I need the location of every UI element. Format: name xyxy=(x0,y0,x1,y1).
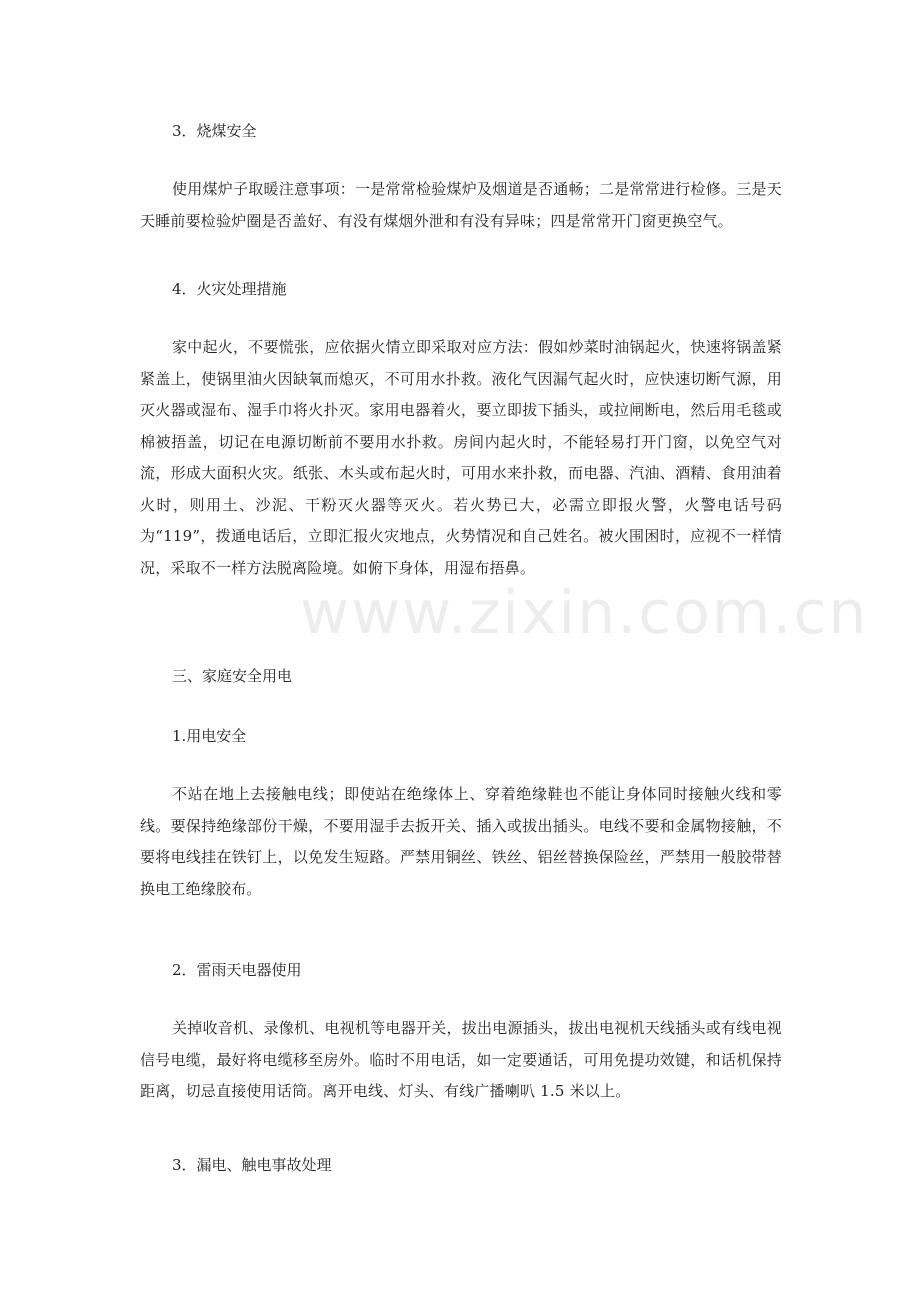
heading-leakage-handling: 3．漏电、触电事故处理 xyxy=(172,1156,332,1174)
paragraph-coal-safety: 使用煤炉子取暖注意事项：一是常常检验煤炉及烟道是否通畅；二是常常进行检修。三是天天睡前要检验炉圈是否盖好、有没有煤烟外泄和有没有异味；四是常常开门窗更换空气。 xyxy=(140,180,782,230)
heading-coal-safety: 3．烧煤安全 xyxy=(172,122,257,140)
watermark: www.zixin.com.cn xyxy=(300,578,869,648)
heading-thunderstorm: 2．雷雨天电器使用 xyxy=(172,961,302,979)
heading-home-electricity: 三、家庭安全用电 xyxy=(172,667,293,685)
heading-fire-handling: 4．火灾处理措施 xyxy=(172,280,287,298)
paragraph-thunderstorm: 关掉收音机、录像机、电视机等电器开关，拔出电源插头，拔出电视机天线插头或有线电视信号电缆，最好将电缆移至房外。临时不用电话，如一定要通话，可用免提功效键，和话机保持距离，切忌直接使用话筒。离开电线、灯头、有线广播喇叭 1.5 米以上。 xyxy=(140,1019,782,1100)
heading-electric-safety: 1.用电安全 xyxy=(172,727,247,745)
paragraph-electric-safety: 不站在地上去接触电线；即使站在绝缘体上、穿着绝缘鞋也不能让身体同时接触火线和零线。要保持绝缘部份干燥，不要用湿手去扳开关、插入或拔出插头。电线不要和金属物接触，不要将电线挂在铁钉上，以免发生短路。严禁用铜丝、铁丝、铝丝替换保险丝，严禁用一般胶带替换电工绝缘胶布。 xyxy=(140,785,782,898)
paragraph-fire-handling: 家中起火，不要慌张，应依据火情立即采取对应方法：假如炒菜时油锅起火，快速将锅盖紧紧盖上，使锅里油火因缺氧而熄灭，不可用水扑救。液化气因漏气起火时，应快速切断气源，用灭火器或湿布、湿手巾将火扑灭。家用电器着火，要立即拔下插头，或拉闸断电，然后用毛毯或棉被捂盖，切记在电源切断前不要用水扑救。房间内起火时，不能轻易打开门窗，以免空气对流，形成大面积火灾。纸张、木头或布起火时，可用水来扑救，而电器、汽油、酒精、食用油着火时，则用土、沙泥、干粉灭火器等灭火。若火势已大，必需立即报火警，火警电话号码为“119”，拨通电话后，立即汇报火灾地点，火势情况和自己姓名。被火围困时，应视不一样情况，采取不一样方法脱离险境。如俯下身体，用湿布捂鼻。 xyxy=(140,338,782,577)
